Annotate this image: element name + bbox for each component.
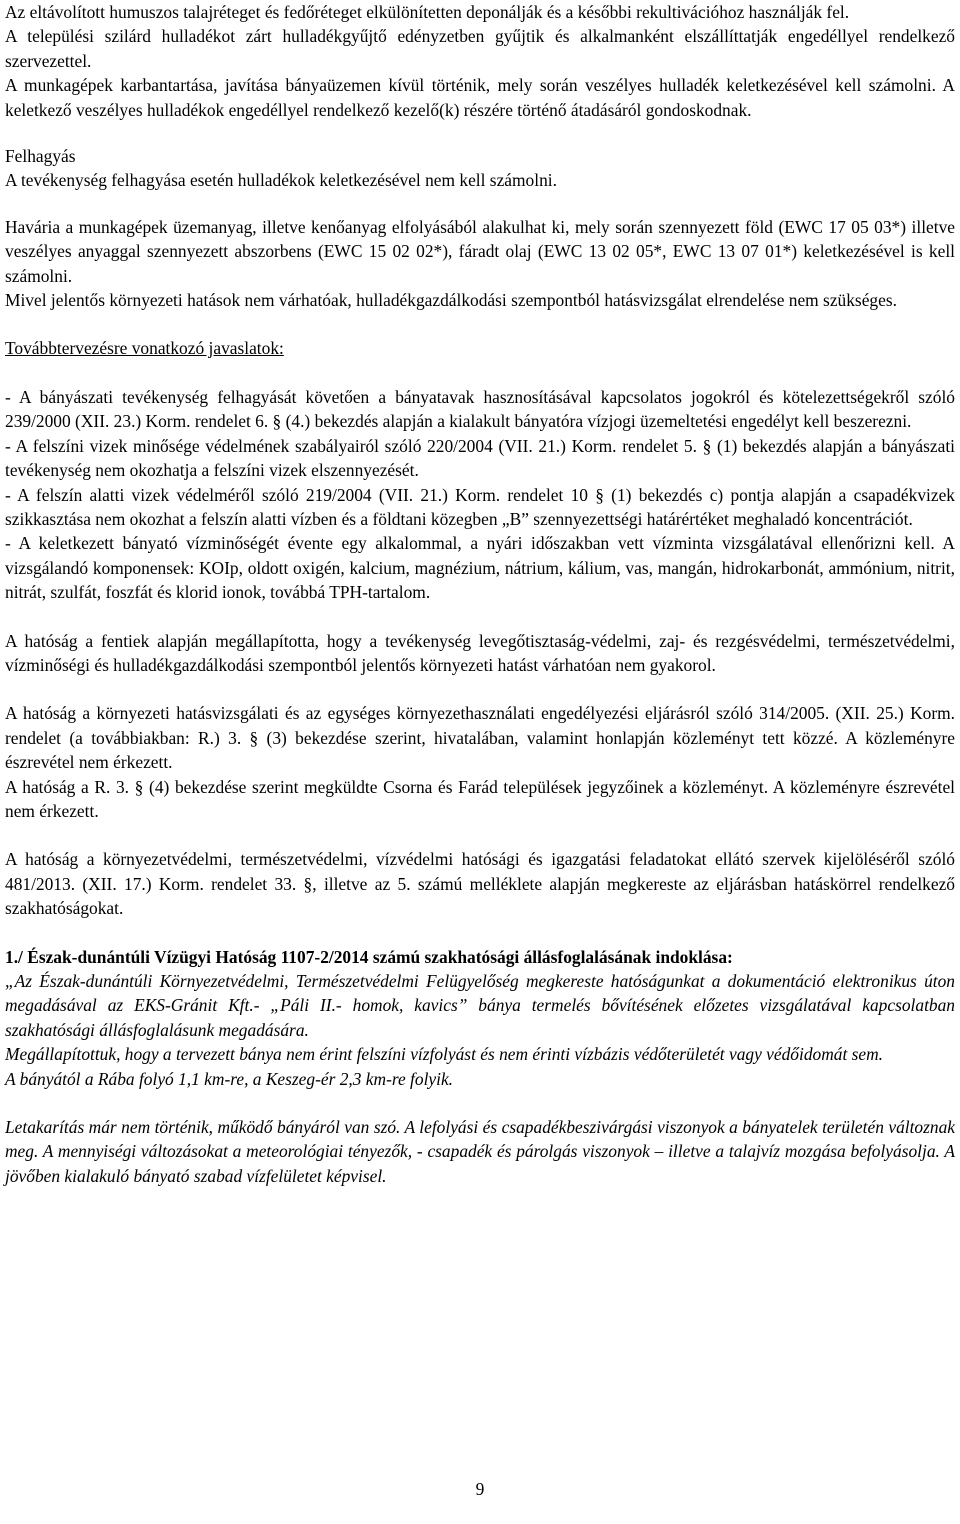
paragraph-municipal-waste: A települési szilárd hulladékot zárt hulladékgyűjtő edényzetben gyűjtik és alkalmanként elszállíttatják engedéllyel rendelkező szervezettel. [5, 26, 955, 71]
quote-paragraph-3: A bányától a Rába folyó 1,1 km-re, a Keszeg-ér 2,3 km-re folyik. [5, 1068, 454, 1089]
proposal-item-1: - A bányászati tevékenység felhagyását követően a bányatavak hasznosításával kapcsolatos jogokról és kötelezettségekről szóló 239/2000 (XII. 23.) Korm. rendelet 6. § (4.) bekezdés alapján a kialakult bányatóra vízjogi üzemeltetési engedélyt kell beszerezni. [5, 386, 955, 432]
paragraph-hatosag-megallapitas: A hatóság a fentiek alapján megállapította, hogy a tevékenység levegőtisztaság-védelmi, zaj- és rezgésvédelmi, természetvédelmi, vízminőségi és hulladékgazdálkodási szempontból jelentős környezeti hatást várhatóan nem gyakorol. [5, 630, 955, 675]
paragraph-hatosag-szakhatosagok: A hatóság a környezetvédelmi, természetvédelmi, vízvédelmi hatósági és igazgatási feladatokat ellátó szervek kijelöléséről szóló 481/2013. (XII. 17.) Korm. rendelet 33. §, illetve az 5. számú melléklete alapján megkereste az eljárásban hatáskörrel rendelkező szakhatóságokat. [5, 849, 955, 919]
heading-felhagyas: Felhagyás [5, 146, 76, 167]
document-page [5, 0, 955, 1188]
heading-section-1: 1./ Észak-dunántúli Vízügyi Hatóság 1107-2/2014 számú szakhatósági állásfoglalásának indoklása: [5, 946, 733, 967]
quote-paragraph-4: Letakarítás már nem történik, működő bányáról van szó. A lefolyási és csapadékbeszivárgási viszonyok a bányatelek területén változnak meg. A mennyiségi változásokat a meteorológiai tényezők, - csapadék és párolgás viszonyok – illetve a talajvíz mozgása befolyásolja. A jövőben kialakuló bányató szabad vízfelületet képvisel. [5, 1117, 955, 1186]
proposal-item-3: - A felszín alatti vizek védelméről szóló 219/2004 (VII. 21.) Korm. rendelet 10 § (1) bekezdés c) pontja alapján a csapadékvizek szikkasztása nem okozhat a felszín alatti vízben és a földtani közegben „B” szennyezettségi határértéket meghaladó koncentrációt. [5, 484, 955, 529]
quote-paragraph-2: Megállapítottuk, hogy a tervezett bánya nem érint felszíni vízfolyást és nem érinti vízbázis védőterületét vagy védőidomát sem. [5, 1044, 884, 1065]
proposal-item-4: - A keletkezett bányató vízminőségét évente egy alkalommal, a nyári időszakban vett vízminta vizsgálatával ellenőrizni kell. A vizsgálandó komponensek: KOIp, oldott oxigén, kalcium, magnézium, nátrium, kálium, vas, mangán, hidrokarbonát, ammónium, nitrit, nitrát, szulfát, foszfát és klorid ionok, továbbá TPH-tartalom. [5, 533, 955, 603]
quote-paragraph-1: „Az Észak-dunántúli Környezetvédelmi, Természetvédelmi Felügyelőség megkereste hatóságunkat a dokumentáció elektronikus úton megadásával az EKS-Gránit Kft.- „Páli II.- homok, kavics” bánya termelés bővítésének előzetes vizsgálatával kapcsolatban szakhatósági állásfoglalásunk megadására. [5, 971, 955, 1040]
proposal-item-2: - A felszíni vizek minősége védelmének szabályairól szóló 220/2004 (VII. 21.) Korm. rendelet 5. § (1) bekezdés alapján a bányászati tevékenység nem okozhatja a felszíni vizek elszennyezését. [5, 435, 955, 481]
page-number: 9 [475, 1479, 485, 1499]
paragraph-hatosag-kozlemeny: A hatóság a környezeti hatásvizsgálati és az egységes környezethasználati engedélyezési eljárásról szóló 314/2005. (XII. 25.) Korm. rendelet (a továbbiakban: R.) 3. § (3) bekezdése szerint, hivatalában, valamint honlapján közleményt tett közzé. A közleményre észrevétel nem érkezett. [5, 703, 955, 773]
paragraph-hatosag-jegyzok: A hatóság a R. 3. § (4) bekezdése szerint megküldte Csorna és Farád települések jegyzőinek a közleményt. A közleményre észrevétel nem érkezett. [5, 776, 955, 821]
paragraph-topsoil: Az eltávolított humuszos talajréteget és fedőréteget elkülönítetten deponálják és a későbbi rekultivációhoz használják fel. [5, 2, 850, 22]
heading-tovabbtervezes: Továbbtervezésre vonatkozó javaslatok: [5, 338, 284, 359]
paragraph-havaria: Havária a munkagépek üzemanyag, illetve kenőanyag elfolyásából alakulhat ki, mely során szennyezett föld (EWC 17 05 03*) illetve veszélyes anyaggal szennyezett abszorbens (EWC 15 02 02*), fáradt olaj (EWC 13 02 05*, EWC 13 07 01*) keletkezésével is kell számolni. [5, 216, 955, 286]
paragraph-felhagyas: A tevékenység felhagyása esetén hulladékok keletkezésével nem kell számolni. [5, 170, 557, 191]
paragraph-maintenance: A munkagépek karbantartása, javítása bányaüzemen kívül történik, mely során veszélyes hulladék keletkezésével kell számolni. A keletkező veszélyes hulladékok engedéllyel rendelkező kezelő(k) részére történő átadásáról gondoskodnak. [5, 75, 955, 120]
paragraph-mivel: Mivel jelentős környezeti hatások nem várhatóak, hulladékgazdálkodási szempontból hatásvizsgálat elrendelése nem szükséges. [5, 290, 897, 311]
